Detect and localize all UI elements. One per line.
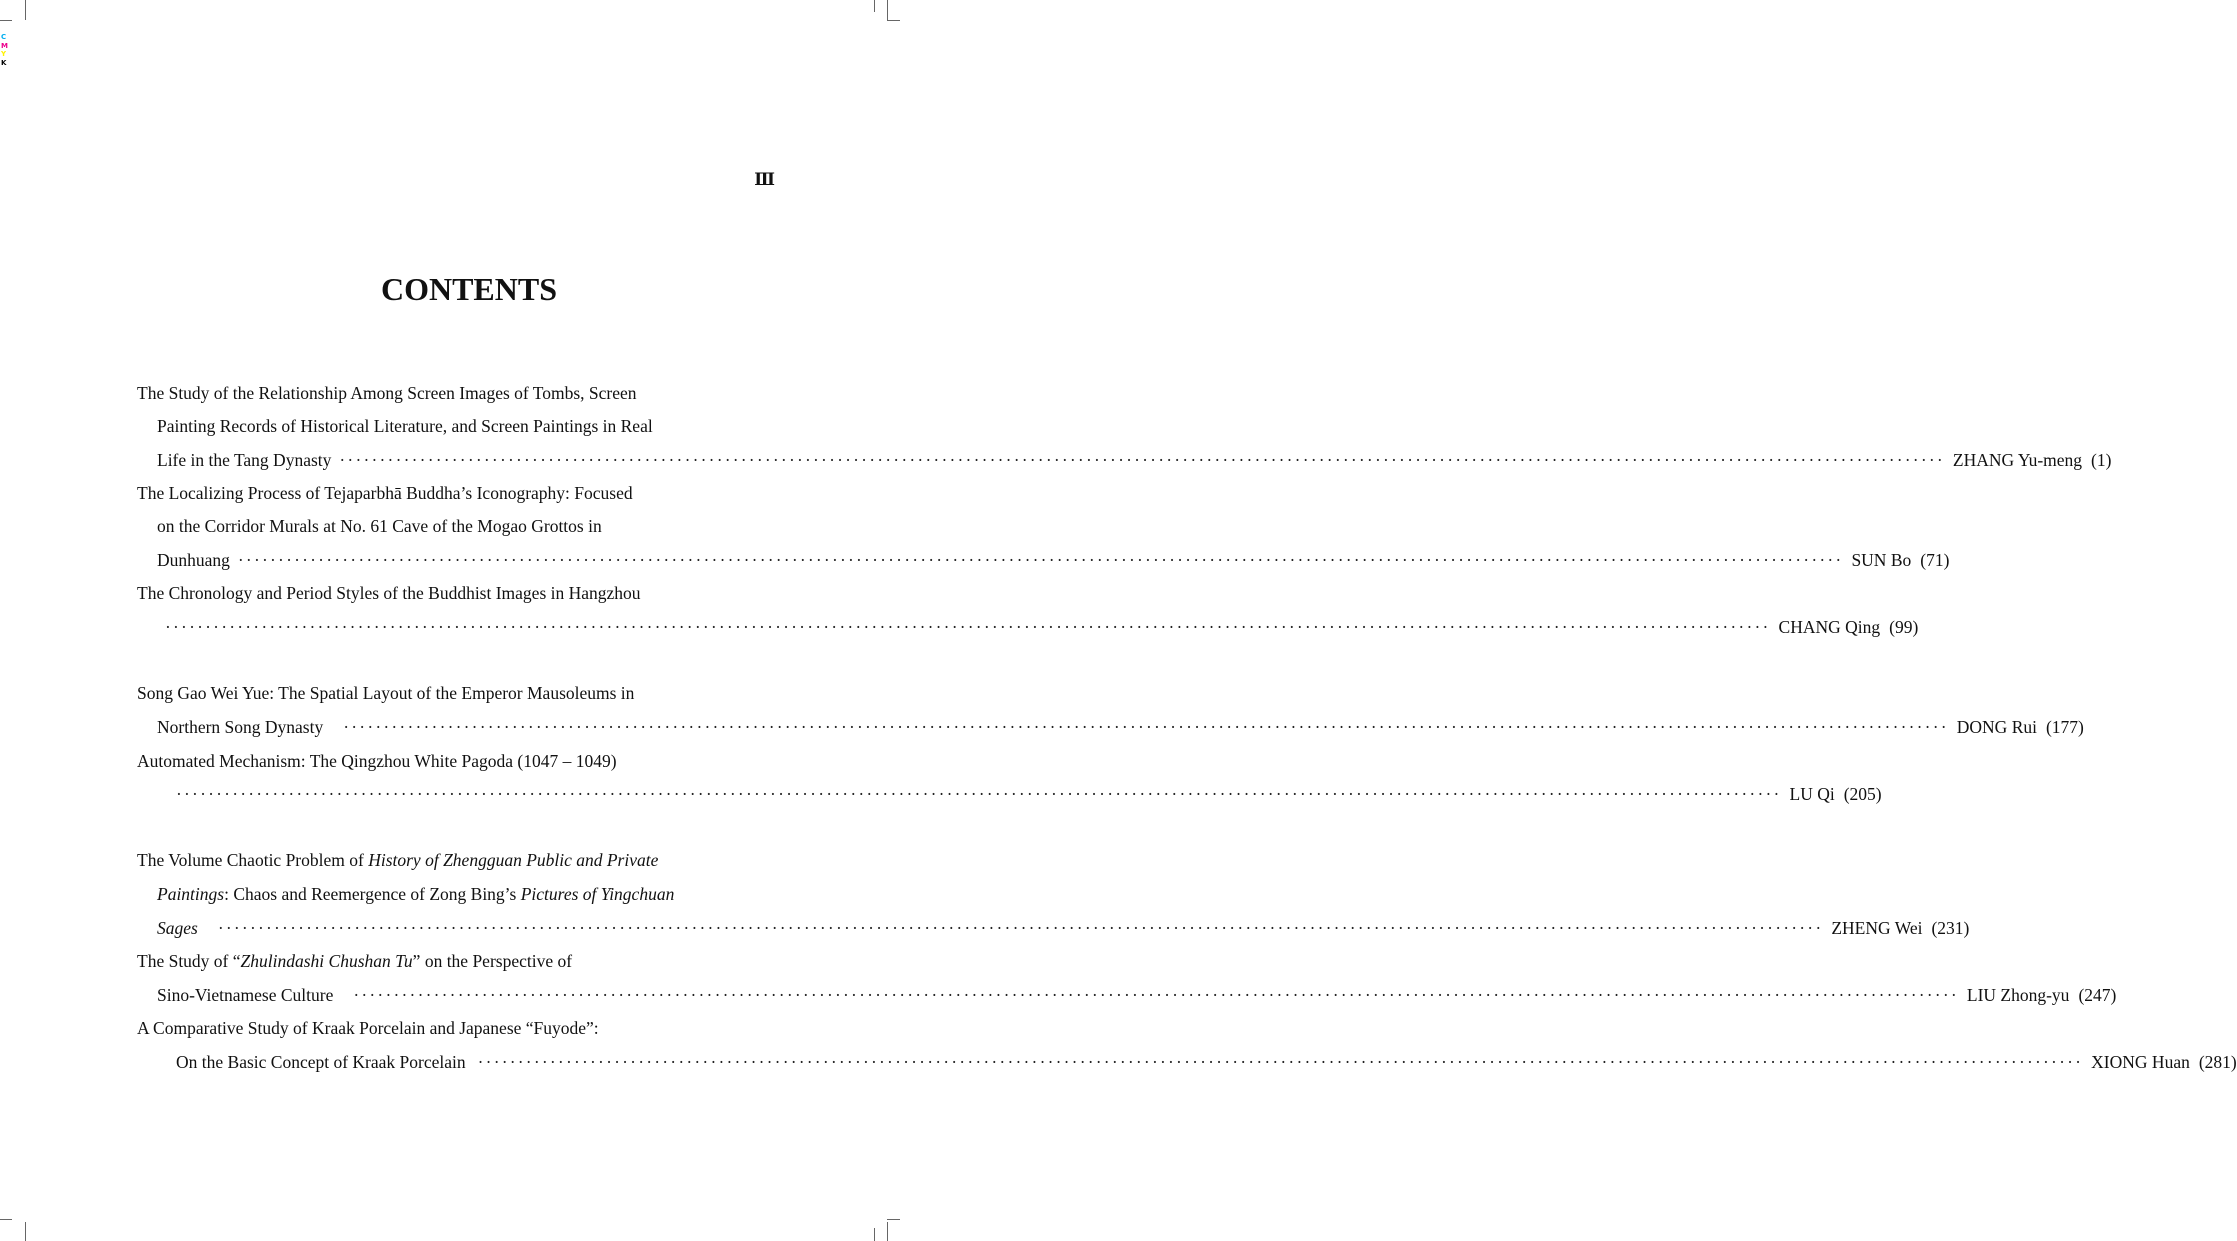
leader-dots: ········································································································································································································: [176, 784, 1782, 804]
black-mark: K: [1, 58, 7, 67]
toc-entry-author: CHANG Qing: [1778, 617, 1881, 637]
toc-entry-title-line[interactable]: Song Gao Wei Yue: The Spatial Layout of the Emperor Mausoleums in: [137, 683, 635, 703]
toc-entry-final-line[interactable]: [157, 548, 1950, 572]
crop-mark: [25, 1222, 26, 1241]
toc-entry-final-line[interactable]: [157, 715, 2084, 739]
toc-entry-page: (71): [1920, 550, 1950, 570]
toc-entry-page: (99): [1889, 617, 1919, 637]
toc-entry-page: (231): [1931, 918, 1970, 938]
leader-dots: ········································································································································································································: [237, 550, 1844, 570]
toc-entry-title-line[interactable]: Painting Records of Historical Literature, and Screen Paintings in Real: [157, 416, 653, 436]
toc-entry-label: Sino-Vietnamese Culture: [157, 985, 334, 1005]
crop-mark: [887, 20, 900, 21]
leader-dots: ········································································································································································································: [165, 617, 1771, 637]
crop-mark: [25, 0, 26, 20]
toc-title-text: The Study of “: [137, 951, 241, 971]
toc-entry-final-line[interactable]: [176, 1050, 2237, 1074]
toc-entry-page: (247): [2078, 985, 2117, 1005]
crop-mark: [0, 20, 12, 21]
toc-entry-title-line[interactable]: The Study of the Relationship Among Screen Images of Tombs, Screen: [137, 383, 637, 403]
magenta-mark: M: [1, 41, 8, 50]
toc-entry-author: DONG Rui: [1956, 717, 2037, 737]
crop-mark: [0, 1219, 12, 1220]
toc-entry-title-line[interactable]: The Chronology and Period Styles of the Buddhist Images in Hangzhou: [137, 583, 641, 603]
leader-dots: ········································································································································································································: [353, 985, 1959, 1005]
toc-entry-page: (281): [2198, 1052, 2237, 1072]
toc-entry-label: On the Basic Concept of Kraak Porcelain: [176, 1052, 466, 1072]
toc-entry-page: (205): [1843, 784, 1882, 804]
leader-dots: ········································································································································································································: [339, 450, 1945, 470]
crop-mark: [874, 0, 875, 12]
toc-title-italic: Pictures of Yingchuan: [520, 884, 675, 904]
toc-entry-title-line[interactable]: [157, 882, 674, 906]
toc-entry-title-line[interactable]: A Comparative Study of Kraak Porcelain and Japanese “Fuyode”:: [137, 1018, 599, 1038]
toc-entry-author: ZHENG Wei: [1831, 918, 1923, 938]
toc-title-italic: History of Zhengguan Public and Private: [368, 850, 659, 870]
toc-entry-final-line[interactable]: [176, 782, 1882, 806]
toc-entry-title-line[interactable]: The Localizing Process of Tejaparbhā Buddha’s Iconography: Focused: [137, 483, 633, 503]
toc-entry-page: (1): [2091, 450, 2112, 470]
toc-entry-author: XIONG Huan: [2091, 1052, 2190, 1072]
toc-entry-label: Life in the Tang Dynasty: [157, 450, 332, 470]
page-title: CONTENTS: [380, 271, 558, 307]
page-number: Ⅲ: [754, 170, 774, 189]
cyan-mark: C: [1, 33, 7, 41]
leader-dots: ········································································································································································································: [477, 1052, 2084, 1072]
toc-entry-author: SUN Bo: [1851, 550, 1912, 570]
toc-entry-label: Dunhuang: [157, 550, 230, 570]
toc-entry-title-line[interactable]: [137, 848, 658, 872]
toc-entry-page: (177): [2045, 717, 2084, 737]
toc-entry-label: Sages: [157, 918, 198, 938]
toc-title-italic: Zhulindashi Chushan Tu: [240, 951, 413, 971]
toc-entry-title-line[interactable]: Automated Mechanism: The Qingzhou White Pagoda (1047 – 1049): [137, 751, 617, 771]
toc-entry-final-line[interactable]: [157, 448, 2112, 472]
toc-entry-title-line[interactable]: on the Corridor Murals at No. 61 Cave of the Mogao Grottos in: [157, 516, 602, 536]
crop-mark: [887, 1222, 888, 1241]
toc-entry-author: ZHANG Yu-meng: [1952, 450, 2083, 470]
toc-entry-title-line[interactable]: [137, 949, 572, 973]
yellow-mark: Y: [1, 50, 7, 58]
leader-dots: ········································································································································································································: [217, 918, 1824, 938]
color-registration-marks: [1, 33, 8, 67]
toc-entry-author: LIU Zhong-yu: [1966, 985, 2070, 1005]
crop-mark: [887, 0, 888, 20]
toc-title-text: The Volume Chaotic Problem of: [137, 850, 369, 870]
toc-entry-author: LU Qi: [1789, 784, 1835, 804]
toc-title-text: : Chaos and Reemergence of Zong Bing’s: [224, 884, 521, 904]
crop-mark: [874, 1228, 875, 1241]
toc-entry-final-line[interactable]: [157, 916, 1970, 940]
toc-entry-final-line[interactable]: [157, 983, 2117, 1007]
leader-dots: ········································································································································································································: [343, 717, 1949, 737]
toc-title-text: ” on the Perspective of: [412, 951, 573, 971]
crop-mark: [887, 1219, 900, 1220]
toc-entry-final-line[interactable]: [165, 615, 1919, 639]
toc-entry-label: Northern Song Dynasty: [157, 717, 324, 737]
toc-title-italic: Paintings: [157, 884, 225, 904]
